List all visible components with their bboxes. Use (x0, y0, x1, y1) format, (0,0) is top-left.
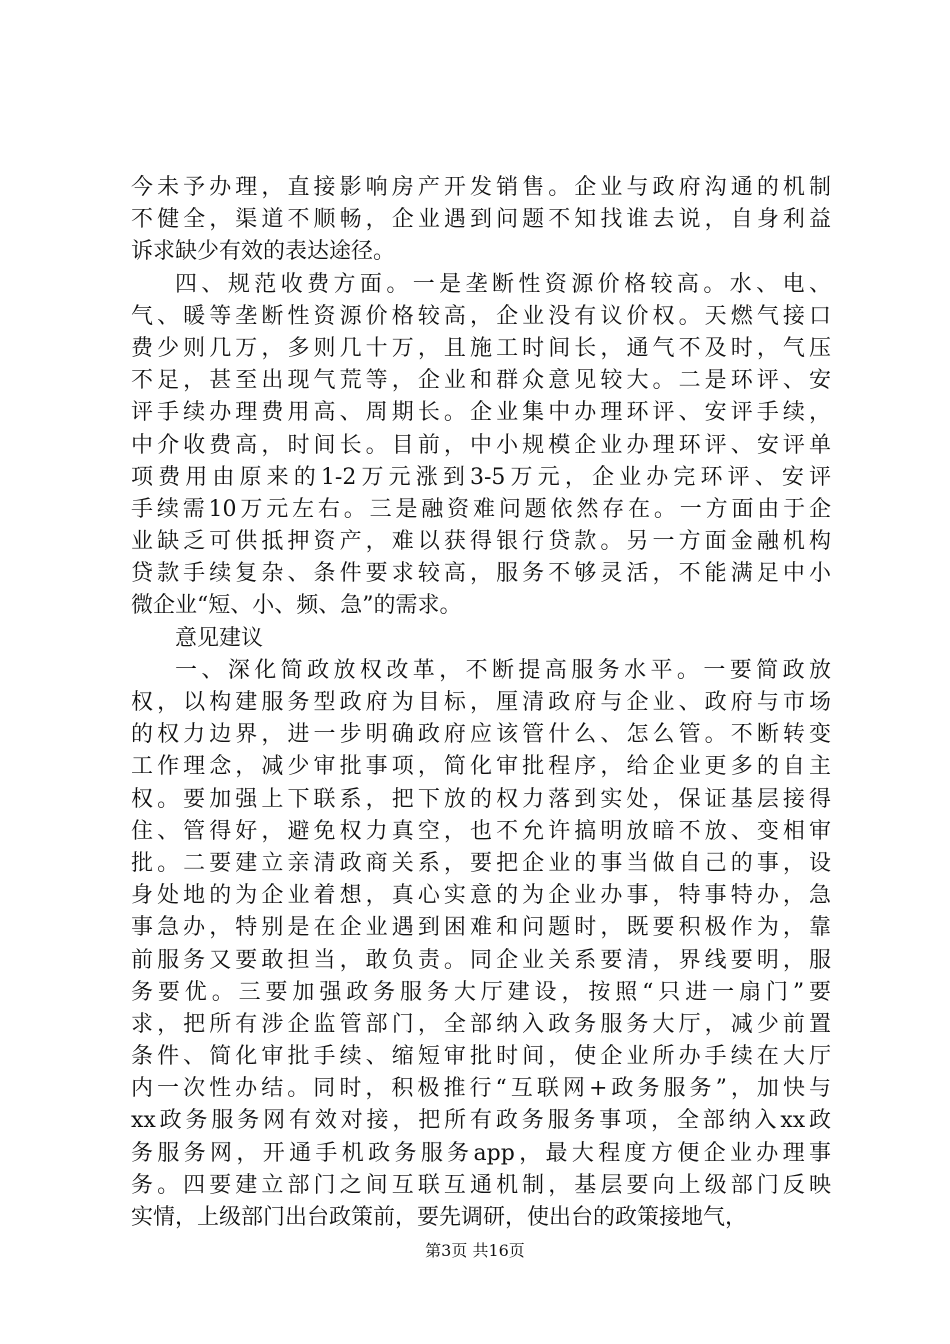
text-line: 求，把所有涉企监管部门，全部纳入政务服务大厅，减少前置 (131, 1011, 831, 1037)
paragraph (131, 655, 831, 1234)
text-line: 费少则几万，多则几十万，且施工时间长，通气不及时，气压 (131, 335, 831, 361)
text-line: xx政务服务网有效对接，把所有政务服务事项，全部纳入xx政 (131, 1108, 831, 1134)
text-line: 工作理念，减少审批事项，简化审批程序，给企业更多的自主 (131, 754, 831, 780)
text-line: 项费用由原来的1-2万元涨到3-5万元，企业办完环评、安评 (131, 464, 831, 490)
paragraph (131, 172, 831, 269)
text-line: 不足，甚至出现气荒等，企业和群众意见较大。二是环评、安 (131, 368, 831, 394)
text-line: 前服务又要敢担当，敢负责。同企业关系要清，界线要明，服 (131, 947, 831, 973)
text-line: 身处地的为企业着想，真心实意的为企业办事，特事特办，急 (131, 883, 831, 909)
text-line: 评手续办理费用高、周期长。企业集中办理环评、安评手续， (131, 400, 831, 426)
text-line: 务服务网，开通手机政务服务app，最大程度方便企业办理事 (131, 1140, 831, 1166)
text-line: 四、规范收费方面。一是垄断性资源价格较高。水、电、 (175, 271, 831, 297)
text-line: 贷款手续复杂、条件要求较高，服务不够灵活，不能满足中小 (131, 561, 831, 587)
text-line: 今未予办理，直接影响房产开发销售。企业与政府沟通的机制 (131, 175, 831, 200)
paragraph (131, 623, 831, 655)
text-line: 事急办，特别是在企业遇到困难和问题时，既要积极作为，靠 (131, 915, 831, 941)
text-line: 务。四要建立部门之间互联互通机制，基层要向上级部门反映 (131, 1172, 831, 1198)
text-line: 权。要加强上下联系，把下放的权力落到实处，保证基层接得 (131, 786, 831, 812)
paragraph (131, 269, 831, 623)
text-line: 一、深化简政放权改革，不断提高服务水平。一要简政放 (175, 657, 831, 683)
text-line: 内一次性办结。同时，积极推行“互联网+政务服务”，加快与 (131, 1076, 831, 1102)
page-footer: 第3页 共16页 (425, 1241, 525, 1260)
text-line: 微企业“短、小、频、急”的需求。 (131, 593, 462, 619)
text-line: 住、管得好，避免权力真空，也不允许搞明放暗不放、变相审 (131, 818, 831, 844)
text-line: 实情，上级部门出台政策前，要先调研，使出台的政策接地气， (131, 1205, 748, 1230)
text-line: 中介收费高，时间长。目前，中小规模企业办理环评、安评单 (131, 432, 831, 458)
text-line: 气、暖等垄断性资源价格较高，企业没有议价权。天燃气接口 (131, 303, 831, 329)
text-line: 意见建议 (175, 625, 264, 651)
text-line: 批。二要建立亲清政商关系，要把企业的事当做自己的事，设 (131, 850, 831, 876)
text-line: 条件、简化审批手续、缩短审批时间，使企业所办手续在大厅 (131, 1044, 831, 1070)
text-line: 权，以构建服务型政府为目标，厘清政府与企业、政府与市场 (131, 690, 831, 715)
document-body (131, 172, 831, 1234)
text-line: 的权力边界，进一步明确政府应该管什么、怎么管。不断转变 (131, 722, 831, 748)
text-line: 不健全，渠道不顺畅，企业遇到问题不知找谁去说，自身利益 (131, 207, 831, 233)
text-line: 务要优。三要加强政务服务大厅建设，按照“只进一扇门”要 (131, 979, 831, 1005)
text-line: 业缺乏可供抵押资产，难以获得银行贷款。另一方面金融机构 (131, 529, 831, 555)
text-line: 诉求缺少有效的表达途径。 (131, 239, 396, 265)
text-line: 手续需10万元左右。三是融资难问题依然存在。一方面由于企 (131, 496, 831, 522)
